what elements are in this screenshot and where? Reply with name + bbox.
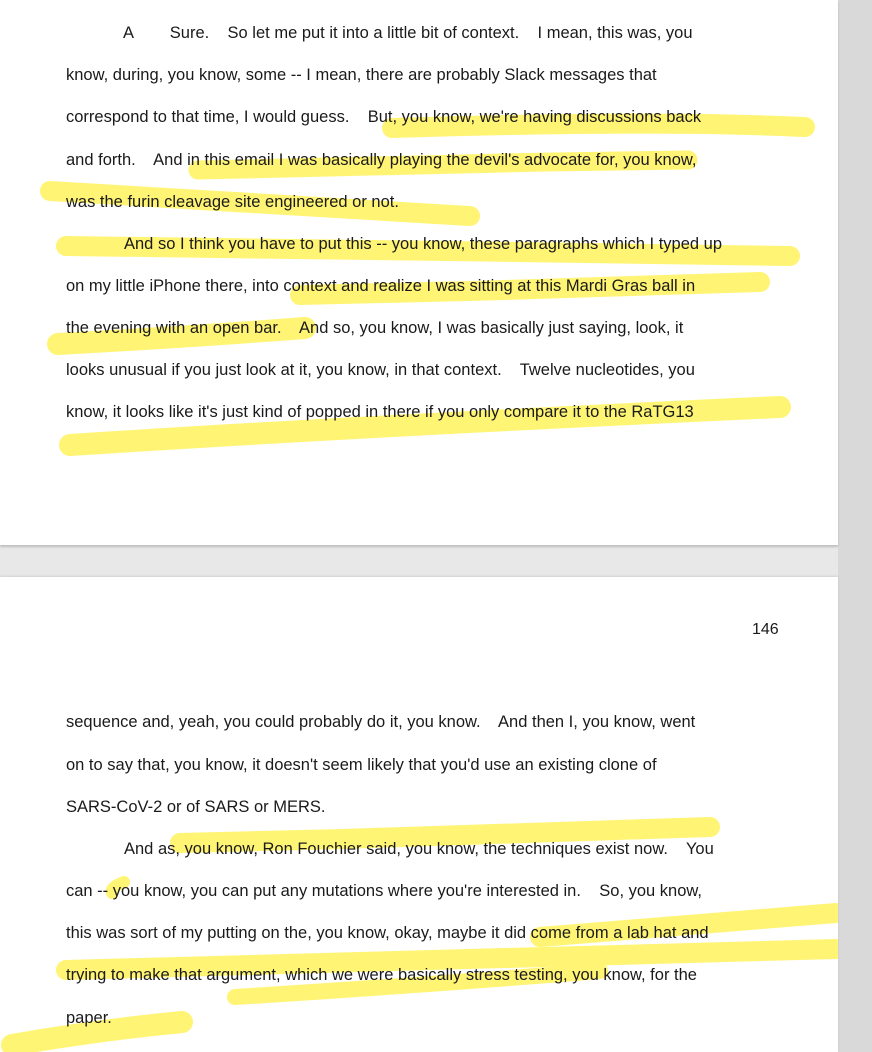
transcript-page-top [0, 0, 838, 545]
transcript-line: on to say that, you know, it doesn't seem likely that you'd use an existing clone of [66, 756, 657, 774]
transcript-page-bottom [0, 577, 838, 1052]
transcript-line: A Sure. So let me put it into a little bit of context. I mean, this was, you [123, 24, 693, 42]
transcript-line: SARS-CoV-2 or of SARS or MERS. [66, 798, 326, 816]
viewer-background-strip [838, 0, 872, 1052]
transcript-line: can -- you know, you can put any mutations where you're interested in. So, you know, [66, 882, 702, 900]
transcript-line: the evening with an open bar. And so, you know, I was basically just saying, look, it [66, 319, 684, 337]
transcript-line: this was sort of my putting on the, you know, okay, maybe it did come from a lab hat and [66, 924, 709, 942]
transcript-line: looks unusual if you just look at it, you know, in that context. Twelve nucleotides, you [66, 361, 695, 379]
transcript-line: correspond to that time, I would guess. But, you know, we're having discussions back [66, 108, 702, 126]
transcript-line: and forth. And in this email I was basically playing the devil's advocate for, you know, [66, 151, 697, 169]
transcript-line: paper. [66, 1009, 112, 1027]
transcript-line: And so I think you have to put this -- you know, these paragraphs which I typed up [124, 235, 723, 253]
transcript-line: know, during, you know, some -- I mean, there are probably Slack messages that [66, 66, 657, 84]
transcript-line: sequence and, yeah, you could probably do it, you know. And then I, you know, went [66, 713, 696, 731]
transcript-line: trying to make that argument, which we were basically stress testing, you know, for the [66, 966, 697, 984]
transcript-line: on my little iPhone there, into context and realize I was sitting at this Mardi Gras ball in [66, 277, 696, 295]
transcript-line: was the furin cleavage site engineered or not. [66, 193, 399, 211]
transcript-line: And as, you know, Ron Fouchier said, you know, the techniques exist now. You [124, 840, 714, 858]
transcript-line: know, it looks like it's just kind of popped in there if you only compare it to the RaTG13 [66, 403, 694, 421]
page-number: 146 [752, 621, 779, 638]
